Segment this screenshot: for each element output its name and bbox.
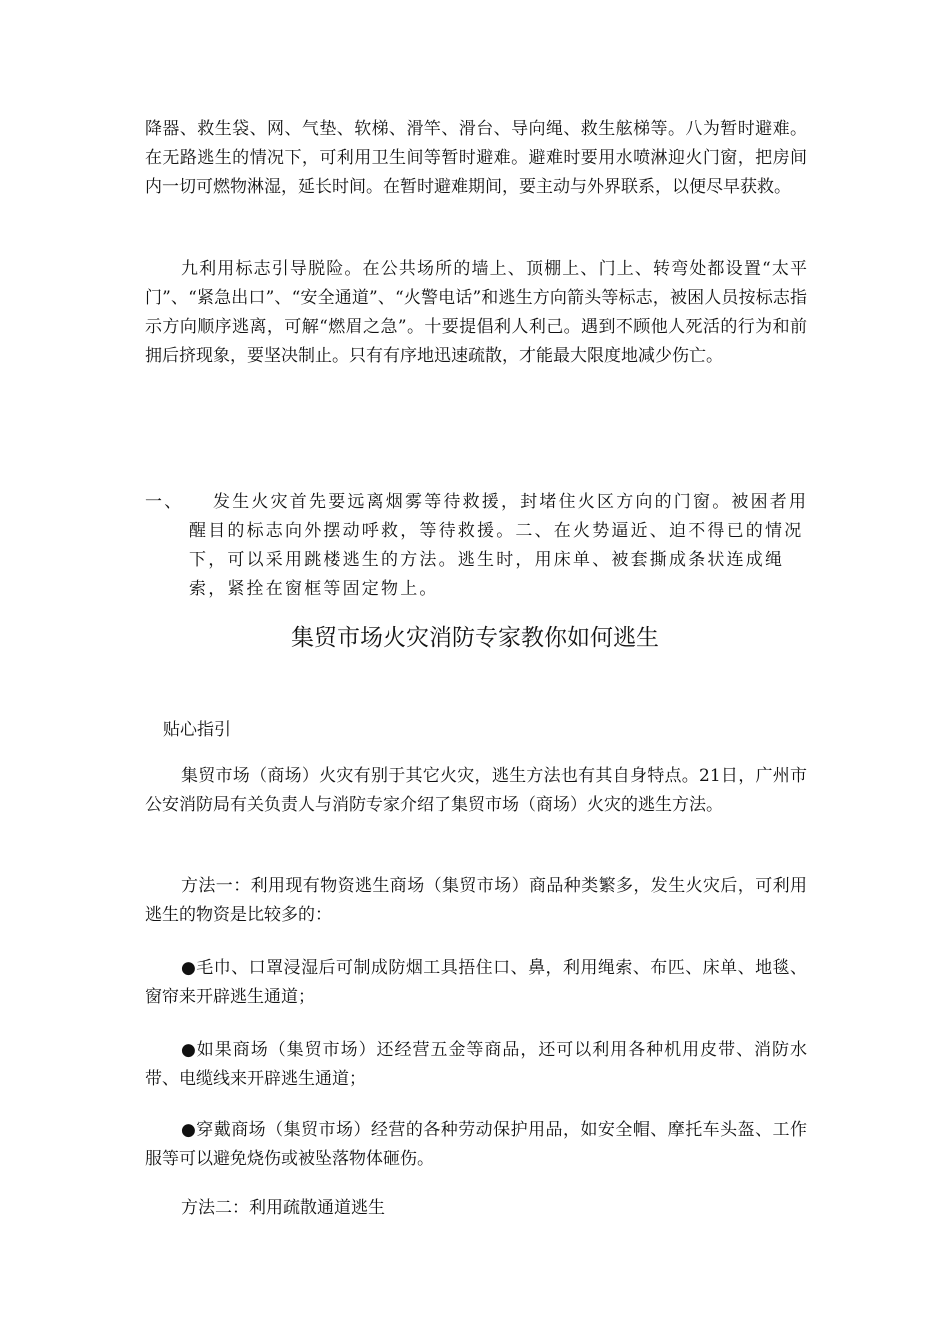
page-title: 集贸市场火灾消防专家教你如何逃生 [291,625,659,651]
list-item-text: 发生火灾首先要远离烟雾等待救援，封堵住火区方向的门窗。被困者用醒目的标志向外摆动呼救，等待救援。二、在火势逼近、迫不得已的情况下，可以采用跳楼逃生的方法。逃生时，用床单、被套撕成条状连成绳索，紧拴在窗框等固定物上。 [189,492,809,599]
paragraph-intro: 集贸市场（商场）火灾有别于其它火灾，逃生方法也有其自身特点。21日，广州市公安消防局有关负责人与消防专家介绍了集贸市场（商场）火灾的逃生方法。 [145,766,807,815]
list-number: 一、 [145,492,184,512]
paragraph-temporary-refuge: 降器、救生袋、网、气垫、软梯、滑竿、滑台、导向绳、救生舷梯等。八为暂时避难。在无路逃生的情况下，可利用卫生间等暂时避难。避难时要用水喷淋迎火门窗，把房间内一切可燃物淋湿，延长时间。在暂时避难期间，要主动与外界联系，以便尽早获救。 [145,119,807,197]
bullet-item-smoke-protection: ●毛巾、口罩浸湿后可制成防烟工具捂住口、鼻，利用绳索、布匹、床单、地毯、窗帘来开辟逃生通道； [145,958,807,1007]
paragraph-method-two: 方法二：利用疏散通道逃生 [181,1198,385,1218]
bullet-item-protective-gear: ●穿戴商场（集贸市场）经营的各种劳动保护用品，如安全帽、摩托车头盔、工作服等可以避免烧伤或被坠落物体砸伤。 [145,1120,807,1169]
paragraph-method-one: 方法一：利用现有物资逃生商场（集贸市场）商品种类繁多，发生火灾后，可利用逃生的物资是比较多的： [145,876,807,925]
bullet-item-hardware: ●如果商场（集贸市场）还经营五金等商品，还可以利用各种机用皮带、消防水带、电缆线来开辟逃生通道； [145,1040,807,1089]
paragraph-follow-signs: 九利用标志引导脱险。在公共场所的墙上、顶棚上、门上、转弯处都设置“太平门”、“紧急出口”、“安全通道”、“火警电话”和逃生方向箭头等标志，被困人员按标志指示方向顺序逃离，可解“燃眉之急”。十要提倡利人利己。遇到不顾他人死活的行为和前拥后挤现象，要坚决制止。只有有序地迅速疏散，才能最大限度地减少伤亡。 [145,259,807,366]
guide-label: 贴心指引 [163,720,231,740]
